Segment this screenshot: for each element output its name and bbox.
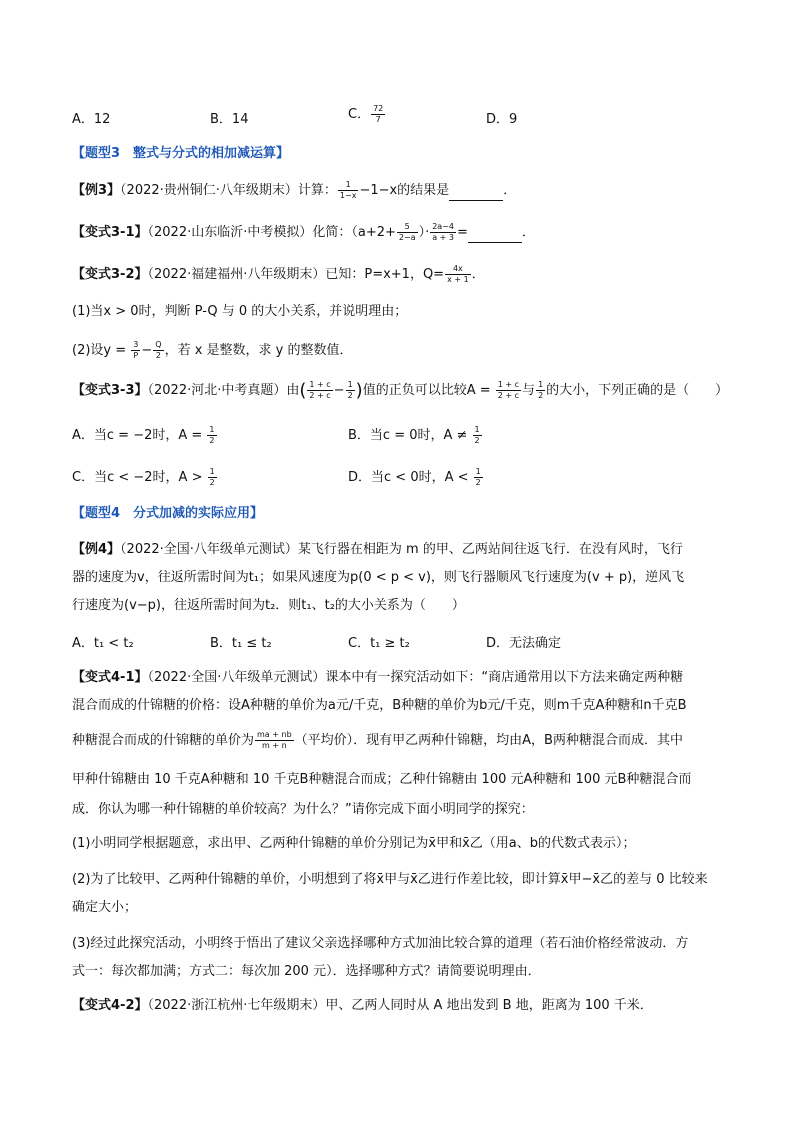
variant-4-1-line-2: 混合而成的什锦糖的价格：设A种糖的单价为a元/千克，B种糖的单价为b元/千克，则m千克A种糖和n千克B [72, 698, 687, 713]
fraction: $\frac{Q}{2}$ [155, 340, 162, 360]
answer-blank [468, 228, 522, 243]
variant-label: 【变式3-1】 [72, 225, 148, 240]
fraction: $\frac{1}{2}$ [474, 425, 480, 445]
variant-4-1-part-1: (1)小明同学根据题意，求出甲、乙两种什锦糖的单价分别记为x̄甲和x̄乙（用a、b的代数式表示）； [72, 836, 636, 851]
example-4-line-3: 行速度为(v−p)，往返所需时间为t₂．则t₁、t₂的大小关系为（ ） [72, 598, 465, 613]
example-4-line-2: 器的速度为v，往返所需时间为t₁；如果风速度为p(0 < p < v)，则飞行器顺风飞行速度为(v + p)，逆风飞 [72, 570, 685, 585]
variant-label: 【变式4-2】 [72, 998, 148, 1013]
example-3: 【例3】（2022·贵州铜仁·八年级期末）计算： $\frac{1}{1-x}$ −1−x的结果是 ． [72, 180, 517, 200]
fraction: $\frac{1}{2}$ [209, 425, 215, 445]
fraction: $\frac{5}{2-a}$ [398, 222, 416, 242]
variant-4-1-line-4: 甲种什锦糖由 10 千克A种糖和 10 千克B种糖混合而成；乙种什锦糖由 100 元A种糖和 100 元B种糖混合而 [72, 772, 692, 787]
fraction: $\frac{1}{2}$ [538, 380, 544, 400]
section-heading-4: 【题型4 分式加减的实际应用】 [72, 506, 264, 521]
option-d: D．9 [486, 112, 518, 127]
option-b: B．当c = 0时，A ≠ $\frac{1}{2}$ [348, 425, 480, 445]
variant-label: 【变式4-1】 [72, 670, 148, 685]
option-b: B．14 [210, 112, 249, 127]
answer-blank [449, 186, 503, 201]
variant-3-2: 【变式3-2】（2022·福建福州·八年级期末）已知：P=x+1，Q= $\frac{4x}{x + 1}$ ． [72, 264, 485, 284]
variant-4-2: 【变式4-2】（2022·浙江杭州·七年级期末）甲、乙两人同时从 A 地出发到 B 地，距离为 100 千米． [72, 998, 653, 1013]
fraction: $\frac{ma + nb}{m + n}$ [257, 730, 292, 750]
option-a: A．当c = −2时，A = $\frac{1}{2}$ [72, 425, 215, 445]
fraction: $\frac{1}{2}$ [209, 467, 215, 487]
fraction: $\frac{1 + c}{2 + c}$ [309, 380, 331, 400]
variant-label: 【变式3-2】 [72, 267, 148, 282]
variant-4-1-line-1: 【变式4-1】（2022·全国·八年级单元测试）课本中有一探究活动如下：“商店通常用以下方法来确定两种糖 [72, 670, 684, 685]
variant-4-1-line-5: 成．你认为哪一种什锦糖的单价较高？为什么？”请你完成下面小明同学的探究： [72, 802, 534, 817]
option-d: D．无法确定 [486, 636, 562, 651]
section-heading-3: 【题型3 整式与分式的相加减运算】 [72, 146, 290, 161]
variant-4-1-part-2b: 确定大小； [72, 900, 138, 915]
option-c: C．t₁ ≥ t₂ [348, 636, 410, 651]
fraction: $\frac{1 + c}{2 + c}$ [497, 380, 520, 400]
variant-label: 【变式3-3】 [72, 383, 148, 398]
option-b: B．t₁ ≤ t₂ [210, 636, 272, 651]
option-c-prefix: C． [348, 107, 371, 122]
option-d: D．当c < 0时，A < $\frac{1}{2}$ [348, 467, 481, 487]
option-c: C．当c < −2时，A > $\frac{1}{2}$ [72, 467, 215, 487]
example-label: 【例4】 [72, 542, 121, 557]
variant-4-1-part-2a: (2)为了比较甲、乙两种什锦糖的单价，小明想到了将x̄甲与x̄乙进行作差比较，即计算x̄甲−x̄乙的差与 0 比较来 [72, 872, 708, 887]
variant-3-3: 【变式3-3】（2022·河北·中考真题）由( $\frac{1 + c}{2 + c}$ − $\frac{1}{2}$ )值的正负可以比较A = $\frac{1 + c}{2 + c}$ 与 $\frac{1}{2}$ 的大小，下列正确的是（ ） [72, 379, 729, 401]
fraction: $\frac{1}{1-x}$ [339, 180, 357, 200]
variant-4-1-part-3a: (3)经过此探究活动，小明终于悟出了建议父亲选择哪种方式加油比较合算的道理（若石油价格经常波动．方 [72, 936, 689, 951]
variant-3-2-part-1: (1)当x > 0时，判断 P-Q 与 0 的大小关系，并说明理由； [72, 304, 408, 319]
fraction: $\frac{1}{2}$ [475, 467, 481, 487]
variant-3-1: 【变式3-1】（2022·山东临沂·中考模拟）化简：（a+2+ $\frac{5}{2-a}$ ）· $\frac{2a-4}{a + 3}$ = ． [72, 222, 535, 242]
variant-4-1-line-3: 种糖混合而成的什锦糖的单价为 $\frac{ma + nb}{m + n}$ （平均价）．现有甲乙两种什锦糖，均由A，B两种糖混合而成．其中 [72, 730, 683, 750]
option-a: A．12 [72, 112, 111, 127]
example-label: 【例3】 [72, 183, 121, 198]
fraction: $\frac{2a-4}{a + 3}$ [432, 222, 455, 242]
option-a: A．t₁ < t₂ [72, 636, 134, 651]
example-source: （2022·贵州铜仁·八年级期末）计算： [120, 183, 337, 198]
variant-3-2-part-2: (2)设y = $\frac{3}{P}$ − $\frac{Q}{2}$ ，若 x 是整数，求 y 的整数值． [72, 340, 353, 360]
variant-4-1-part-3b: 式一：每次都加满；方式二：每次加 200 元）．选择哪种方式？请简要说明理由． [72, 964, 541, 979]
fraction: $\frac{1}{2}$ [347, 380, 353, 400]
example-4-line-1: 【例4】（2022·全国·八年级单元测试）某飞行器在相距为 m 的甲、乙两站间往返飞行．在没有风时，飞行 [72, 542, 683, 557]
fraction: $\frac{4x}{x + 1}$ [447, 264, 469, 284]
example-text: −1−x的结果是 [359, 183, 450, 198]
fraction: $\frac{72}{7}$ [373, 104, 384, 124]
option-c [348, 103, 386, 125]
fraction: $\frac{3}{P}$ [133, 340, 139, 360]
